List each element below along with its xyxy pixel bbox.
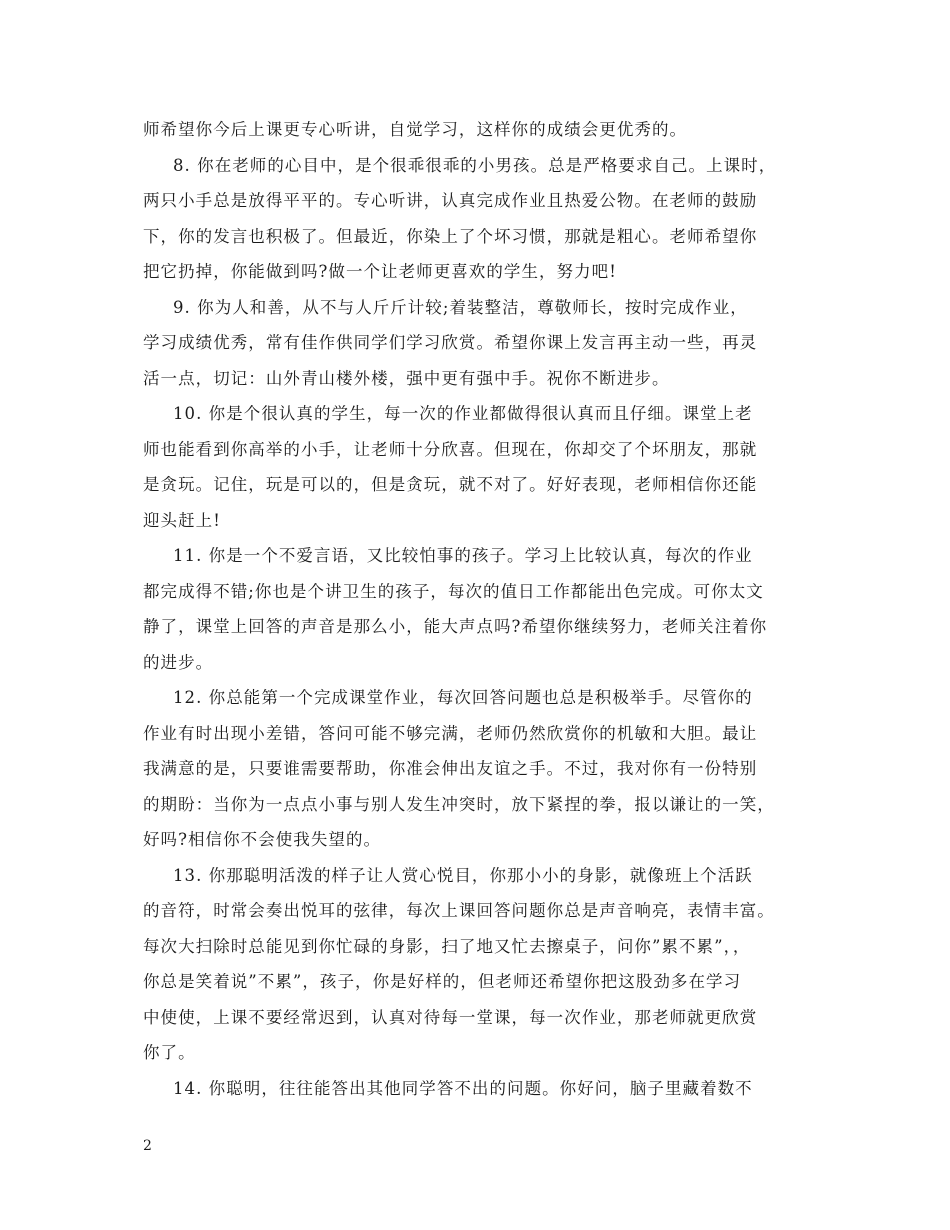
text-line: 中使使，上课不要经常迟到，认真对待每一堂课，每一次作业，那老师就更欣赏: [143, 1007, 758, 1027]
text-line: 活一点，切记：山外青山楼外楼，强中更有强中手。祝你不断进步。: [143, 368, 670, 388]
paragraph-start-line: 12. 你总能第一个完成课堂作业，每次回答问题也总是积极举手。尽管你的: [173, 688, 753, 707]
text-line: 学习成绩优秀，常有佳作供同学们学习欣赏。希望你课上发言再主动一些，再灵: [143, 333, 758, 352]
text-line: 两只小手总是放得平平的。专心听讲，认真完成作业且热爱公物。在老师的鼓励: [143, 191, 758, 210]
text-line: 都完成得不错;你也是个讲卫生的孩子，每次的值日工作都能出色完成。可你太文: [143, 581, 764, 601]
text-line: 静了，课堂上回答的声音是那么小，能大声点吗?希望你继续努力，老师关注着你: [143, 617, 768, 636]
text-line: 把它扔掉，你能做到吗?做一个让老师更喜欢的学生，努力吧!: [143, 262, 617, 281]
text-line: 作业有时出现小差错，答问可能不够完满，老师仍然欣赏你的机敏和大胆。最让: [143, 723, 758, 743]
paragraph-start-line: 9. 你为人和善，从不与人斤斤计较;着装整洁，尊敬师长，按时完成作业，: [173, 297, 748, 317]
text-line: 你了。: [143, 1043, 196, 1062]
text-line: 的音符，时常会奏出悦耳的弦律，每次上课回答问题你总是声音响亮，表情丰富。: [143, 901, 775, 920]
text-line: 我满意的是，只要谁需要帮助，你准会伸出友谊之手。不过，我对你有一份特别: [143, 759, 758, 778]
text-line: 师也能看到你高举的小手，让老师十分欣喜。但现在，你却交了个坏朋友，那就: [143, 439, 758, 459]
text-line: 你总是笑着说”不累”，孩子，你是好样的，但老师还希望你把这股劲多在学习: [143, 972, 742, 991]
text-line: 好吗?相信你不会使我失望的。: [143, 830, 382, 849]
text-line: 迎头赶上!: [143, 510, 221, 530]
body-text: [143, 112, 833, 1106]
text-line: 每次大扫除时总能见到你忙碌的身影，扫了地又忙去擦桌子，问你”累不累”，，: [143, 936, 751, 956]
paragraph-start-line: 13. 你那聪明活泼的样子让人赏心悦目，你那小小的身影，就像班上个活跃: [173, 865, 753, 885]
paragraph-start-line: 10. 你是个很认真的学生，每一次的作业都做得很认真而且仔细。课堂上老: [173, 404, 753, 423]
text-line: 下，你的发言也积极了。但最近，你染上了个坏习惯，那就是粗心。老师希望你: [143, 226, 758, 246]
paragraph-start-line: 14. 你聪明，往往能答出其他同学答不出的问题。你好问，脑子里藏着数不: [173, 1078, 753, 1098]
page-number: 2: [143, 1138, 152, 1154]
text-line: 师希望你今后上课更专心听讲，自觉学习，这样你的成绩会更优秀的。: [143, 120, 688, 139]
paragraph-start-line: 8. 你在老师的心目中，是个很乖很乖的小男孩。总是严格要求自己。上课时，: [173, 155, 777, 175]
text-line: 的期盼：当你为一点点小事与别人发生冲突时，放下紧捏的拳，报以谦让的一笑，: [143, 794, 775, 814]
text-line: 的进步。: [143, 652, 214, 672]
text-line: 是贪玩。记住，玩是可以的，但是贪玩，就不对了。好好表现，老师相信你还能: [143, 475, 758, 494]
paragraph-start-line: 11. 你是一个不爱言语，又比较怕事的孩子。学习上比较认真，每次的作业: [173, 546, 753, 565]
